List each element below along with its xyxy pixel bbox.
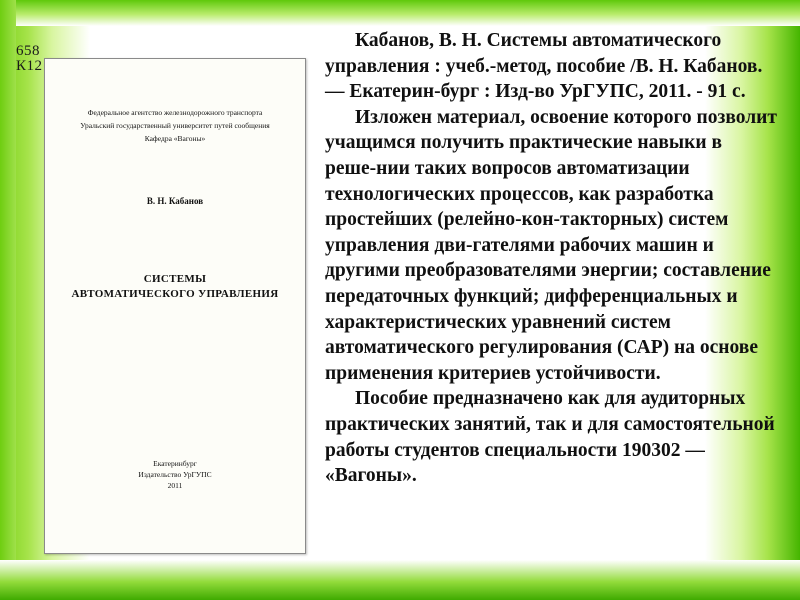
cover-year: 2011 [167,481,183,490]
shelfmark-line-2: К12 [16,58,43,74]
book-cover-page [44,58,306,554]
cover-title-line-1: СИСТЕМЫ [143,273,207,285]
annotation-paragraph-description: Изложен материал, освоение которого позволит учащимся получить практические навыки в реше-нии таких вопросов автоматизации технологических процессов, как разработка простейших (релейно-кон-такторных) систем управления дви-гателями рабочих машин и другими преобразователями энергии; составление передаточных функций; дифференциальных и характеристических уравнений систем автоматического регулирования (САР) на основе применения критериев устойчивости. [325,106,777,384]
annotation-paragraph-audience: Пособие предназначено как для аудиторных практических занятий, так и для самостоятельной работы студентов специальности 190302 — «Вагоны». [325,388,775,487]
cover-organization-line-1: Федеральное агентство железнодорожного транспорта [87,108,263,117]
cover-organization-line-2: Уральский государственный университет путей сообщения [80,121,270,130]
cover-department: Кафедра «Вагоны» [144,134,206,143]
shelfmark-line-1: 658 [16,43,40,59]
cover-title-line-2: АВТОМАТИЧЕСКОГО УПРАВЛЕНИЯ [71,288,279,300]
cover-imprint [45,458,305,491]
cover-author: В. Н. Кабанов [146,196,204,206]
cover-publisher: Издательство УрГУПС [138,470,212,479]
cover-title [63,272,287,302]
shelfmark [16,44,43,74]
book-cover-image [10,40,310,560]
cover-city: Екатеринбург [153,459,197,468]
annotation-text [325,28,777,489]
annotation-paragraph-bibliography: Кабанов, В. Н. Системы автоматического управления : учеб.-метод, пособие /В. Н. Кабанов. — Екатерин-бург : Изд-во УрГУПС, 2011. - 91 с. [325,30,763,103]
